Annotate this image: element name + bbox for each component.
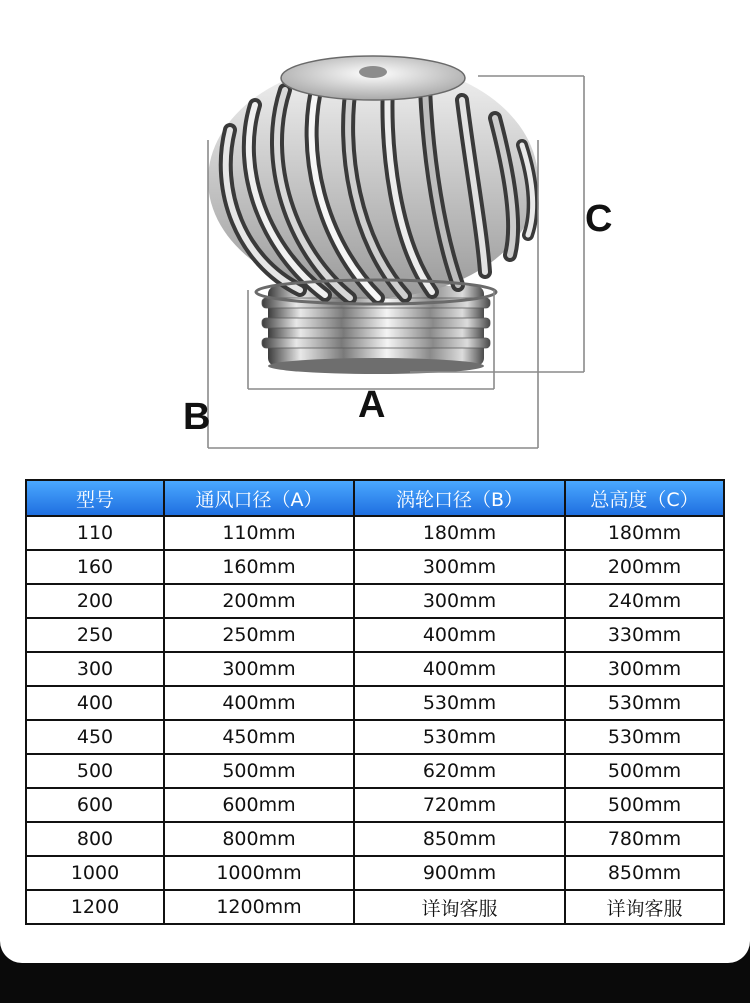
cell-turbine: 530mm — [354, 720, 565, 754]
cell-turbine: 180mm — [354, 516, 565, 550]
product-diagram — [0, 0, 750, 470]
cell-height: 300mm — [565, 652, 724, 686]
cell-height: 180mm — [565, 516, 724, 550]
cell-model: 500 — [26, 754, 164, 788]
cell-vent: 500mm — [164, 754, 354, 788]
table-row — [26, 788, 724, 822]
cell-turbine: 300mm — [354, 584, 565, 618]
cell-height: 500mm — [565, 788, 724, 822]
cell-height: 850mm — [565, 856, 724, 890]
dimension-label-c: C — [585, 198, 613, 240]
cell-model: 800 — [26, 822, 164, 856]
cell-vent: 450mm — [164, 720, 354, 754]
dimension-label-a: A — [358, 384, 386, 426]
cell-model: 1200 — [26, 890, 164, 924]
spec-table-header — [26, 480, 724, 516]
cell-vent: 400mm — [164, 686, 354, 720]
header-vent-diameter: 通风口径（A） — [164, 480, 354, 516]
cell-model: 400 — [26, 686, 164, 720]
table-row — [26, 720, 724, 754]
cell-vent: 1000mm — [164, 856, 354, 890]
table-row — [26, 550, 724, 584]
cell-height: 500mm — [565, 754, 724, 788]
table-row — [26, 618, 724, 652]
cell-height: 详询客服 — [565, 890, 724, 924]
cell-height: 530mm — [565, 686, 724, 720]
table-row — [26, 516, 724, 550]
cell-turbine: 300mm — [354, 550, 565, 584]
table-row — [26, 856, 724, 890]
cell-turbine: 400mm — [354, 618, 565, 652]
cell-vent: 200mm — [164, 584, 354, 618]
cell-vent: 250mm — [164, 618, 354, 652]
cell-model: 250 — [26, 618, 164, 652]
table-row — [26, 652, 724, 686]
header-total-height: 总高度（C） — [565, 480, 724, 516]
turbine-dome — [208, 56, 538, 304]
cell-height: 330mm — [565, 618, 724, 652]
cell-model: 200 — [26, 584, 164, 618]
cell-turbine: 900mm — [354, 856, 565, 890]
cell-turbine: 详询客服 — [354, 890, 565, 924]
spec-table — [25, 479, 725, 925]
cell-turbine: 720mm — [354, 788, 565, 822]
cell-model: 110 — [26, 516, 164, 550]
cell-height: 530mm — [565, 720, 724, 754]
dimension-label-b: B — [183, 396, 211, 438]
cell-vent: 800mm — [164, 822, 354, 856]
table-row — [26, 822, 724, 856]
cell-vent: 1200mm — [164, 890, 354, 924]
cell-model: 450 — [26, 720, 164, 754]
table-row — [26, 584, 724, 618]
cell-vent: 300mm — [164, 652, 354, 686]
header-model: 型号 — [26, 480, 164, 516]
header-turbine-diameter: 涡轮口径（B） — [354, 480, 565, 516]
table-row — [26, 890, 724, 924]
cell-height: 780mm — [565, 822, 724, 856]
cell-model: 1000 — [26, 856, 164, 890]
cell-turbine: 620mm — [354, 754, 565, 788]
table-row — [26, 754, 724, 788]
cell-model: 160 — [26, 550, 164, 584]
cell-turbine: 850mm — [354, 822, 565, 856]
cell-vent: 160mm — [164, 550, 354, 584]
cell-model: 600 — [26, 788, 164, 822]
cell-vent: 600mm — [164, 788, 354, 822]
cell-vent: 110mm — [164, 516, 354, 550]
table-row — [26, 686, 724, 720]
cell-height: 240mm — [565, 584, 724, 618]
cell-model: 300 — [26, 652, 164, 686]
cell-turbine: 530mm — [354, 686, 565, 720]
cell-height: 200mm — [565, 550, 724, 584]
cell-turbine: 400mm — [354, 652, 565, 686]
